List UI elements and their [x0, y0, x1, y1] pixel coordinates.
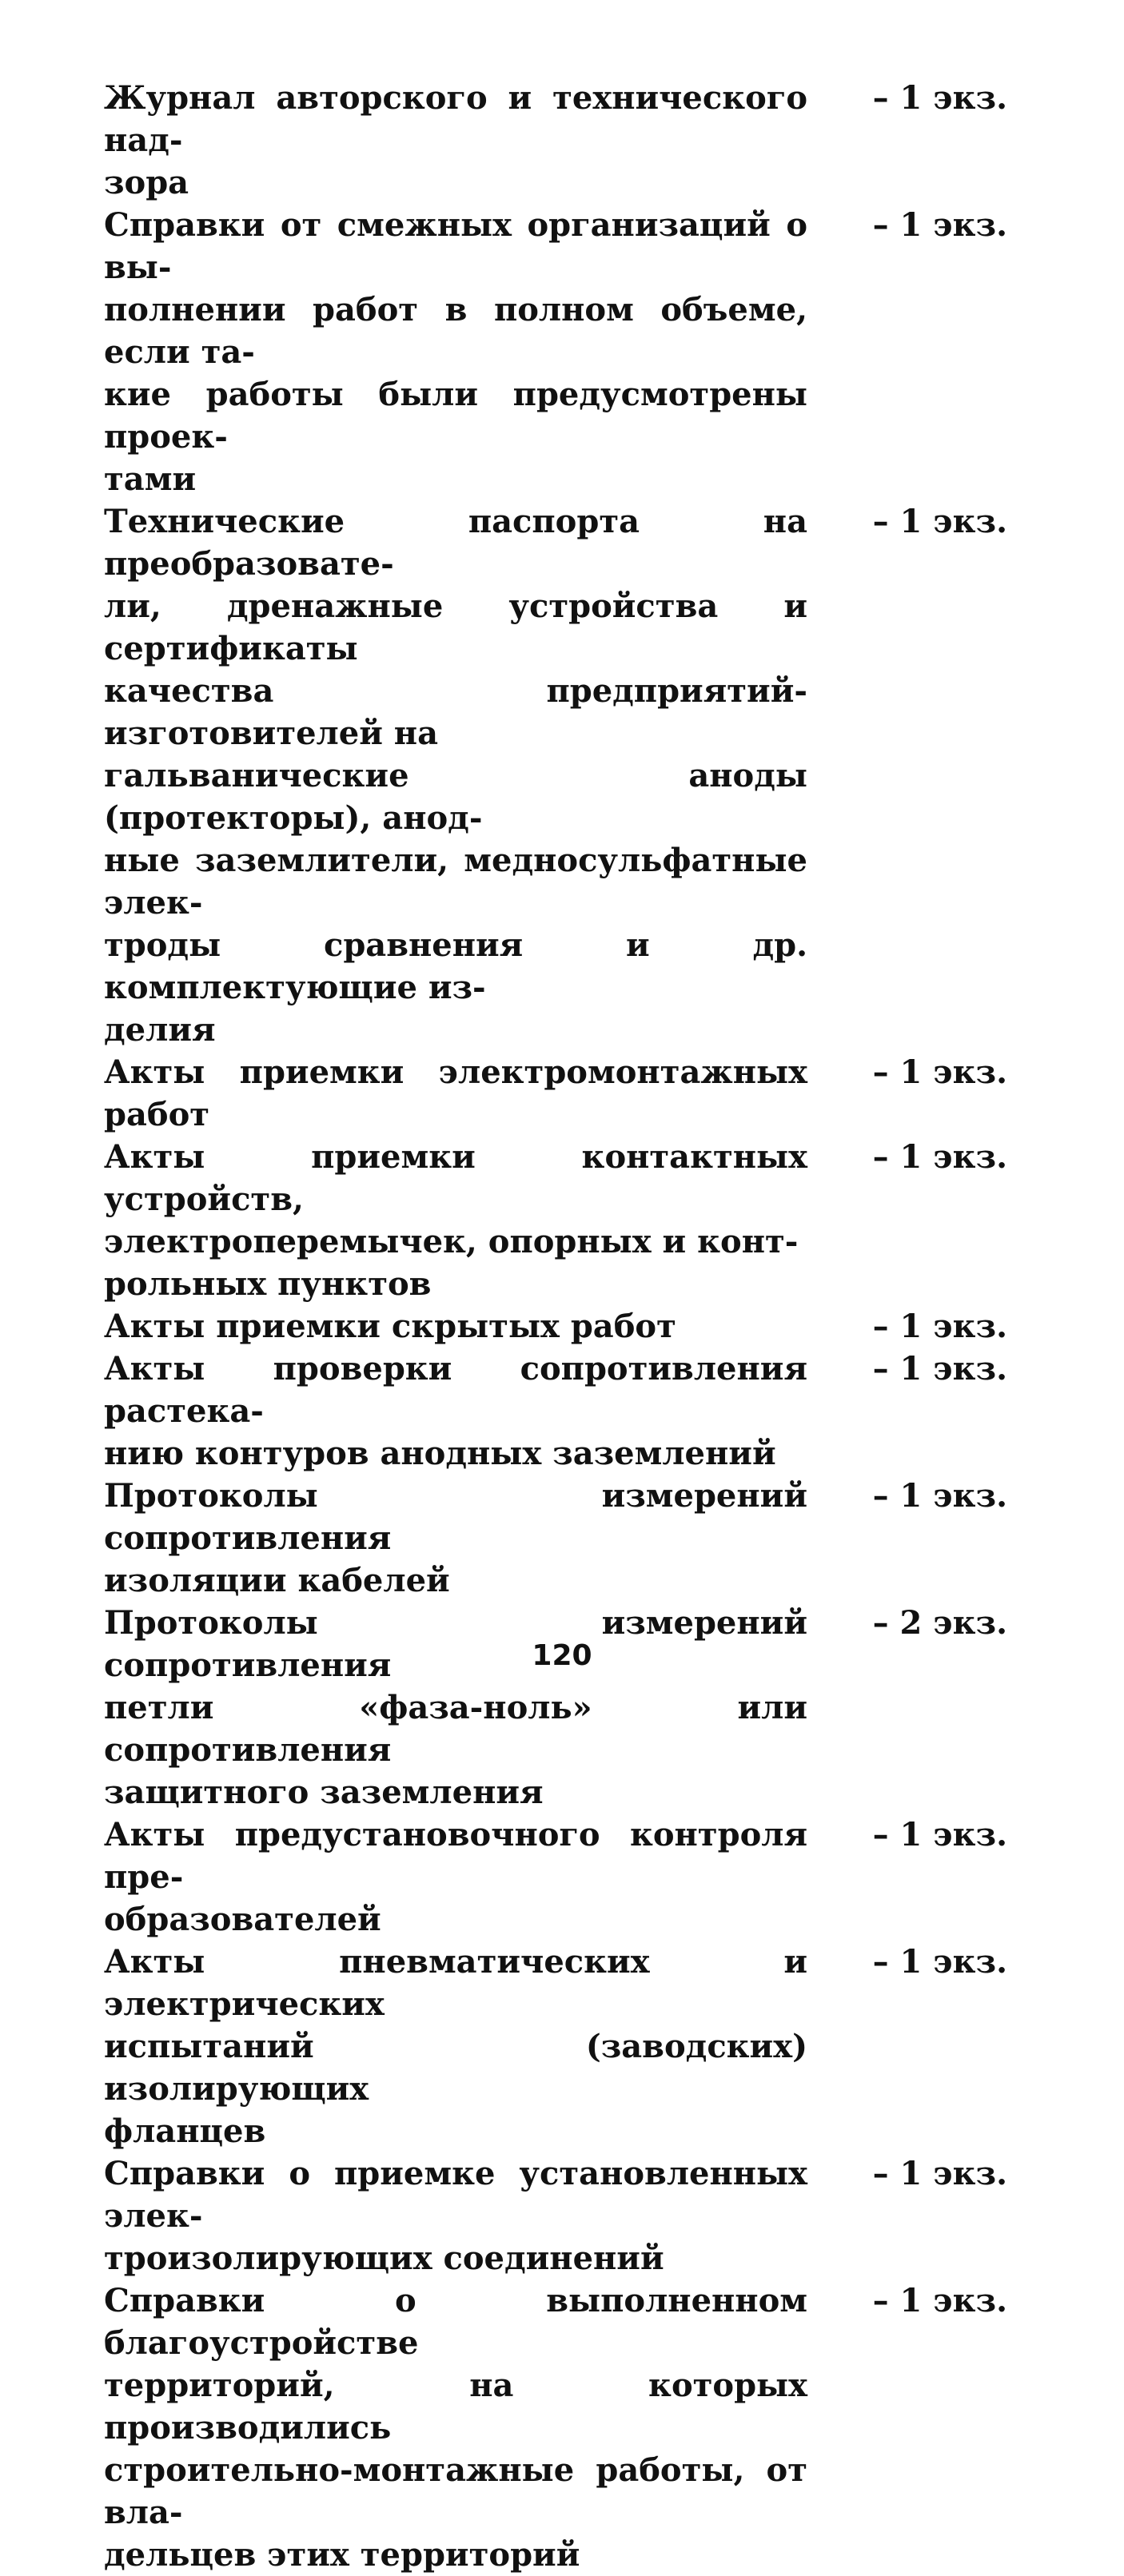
item-description: Акты приемки электромонтажных работ	[104, 1053, 807, 1133]
item-quantity: – 1 экз.	[872, 1816, 1007, 1853]
list-item	[104, 1051, 1023, 1136]
item-quantity: – 1 экз.	[872, 503, 1007, 540]
list-item	[104, 1814, 1023, 1941]
item-quantity: – 1 экз.	[872, 2155, 1007, 2192]
document-list	[104, 77, 1023, 2576]
item-description: Протоколы измерений сопротивления петли «фаза-ноль» или сопротивления защитного заземления	[104, 1604, 807, 1811]
item-description: Акты приемки скрытых работ	[104, 1308, 676, 1345]
item-description: Акты пневматических и электрических испытаний (заводских) изолирующих фланцев	[104, 1943, 807, 2150]
item-description: Технические паспорта на преобразовате- ли, дренажные устройства и сертификаты качества предприятий-изготовителей на гальванические аноды (протекторы), анод- ные заземлители, медносульфатные элек- троды сравнения и др. комплектующие из- делия	[104, 503, 807, 1049]
list-item	[104, 500, 1023, 1051]
item-quantity: – 1 экз.	[872, 1477, 1007, 1515]
item-description: Журнал авторского и технического над- зора	[104, 79, 807, 201]
list-item	[104, 2152, 1023, 2279]
item-description: Протоколы измерений сопротивления изоляции кабелей	[104, 1477, 807, 1599]
page-number: 120	[532, 1639, 592, 1672]
item-description: Справки о приемке установленных элек- троизолирующих соединений	[104, 2155, 807, 2277]
item-description: Справки от смежных организаций о вы- полнении работ в полном объеме, если та- кие работы были предусмотрены проек- тами	[104, 206, 807, 498]
item-quantity: – 1 экз.	[872, 79, 1007, 117]
item-quantity: – 2 экз.	[872, 1604, 1007, 1642]
list-item	[104, 1136, 1023, 1305]
item-quantity: – 1 экз.	[872, 2282, 1007, 2319]
item-quantity: – 1 экз.	[872, 1308, 1007, 1345]
item-quantity: – 1 экз.	[872, 206, 1007, 244]
list-item	[104, 77, 1023, 204]
item-quantity: – 1 экз.	[872, 1943, 1007, 1981]
list-item	[104, 1348, 1023, 1475]
item-description: Справки о выполненном благоустройстве территорий, на которых производились строительно-монтажные работы, от вла- дельцев этих территорий	[104, 2282, 807, 2574]
list-item	[104, 1475, 1023, 1602]
list-item	[104, 204, 1023, 500]
item-quantity: – 1 экз.	[872, 1138, 1007, 1176]
list-item	[104, 1305, 1023, 1348]
item-quantity: – 1 экз.	[872, 1350, 1007, 1388]
list-item	[104, 2279, 1023, 2576]
item-description: Акты проверки сопротивления растека- нию контуров анодных заземлений	[104, 1350, 807, 1472]
item-description: Акты приемки контактных устройств, электроперемычек, опорных и конт- рольных пунктов	[104, 1138, 807, 1303]
item-quantity: – 1 экз.	[872, 1053, 1007, 1091]
list-item	[104, 1602, 1023, 1814]
item-description: Акты предустановочного контроля пре- образователей	[104, 1816, 807, 1938]
list-item	[104, 1941, 1023, 2152]
